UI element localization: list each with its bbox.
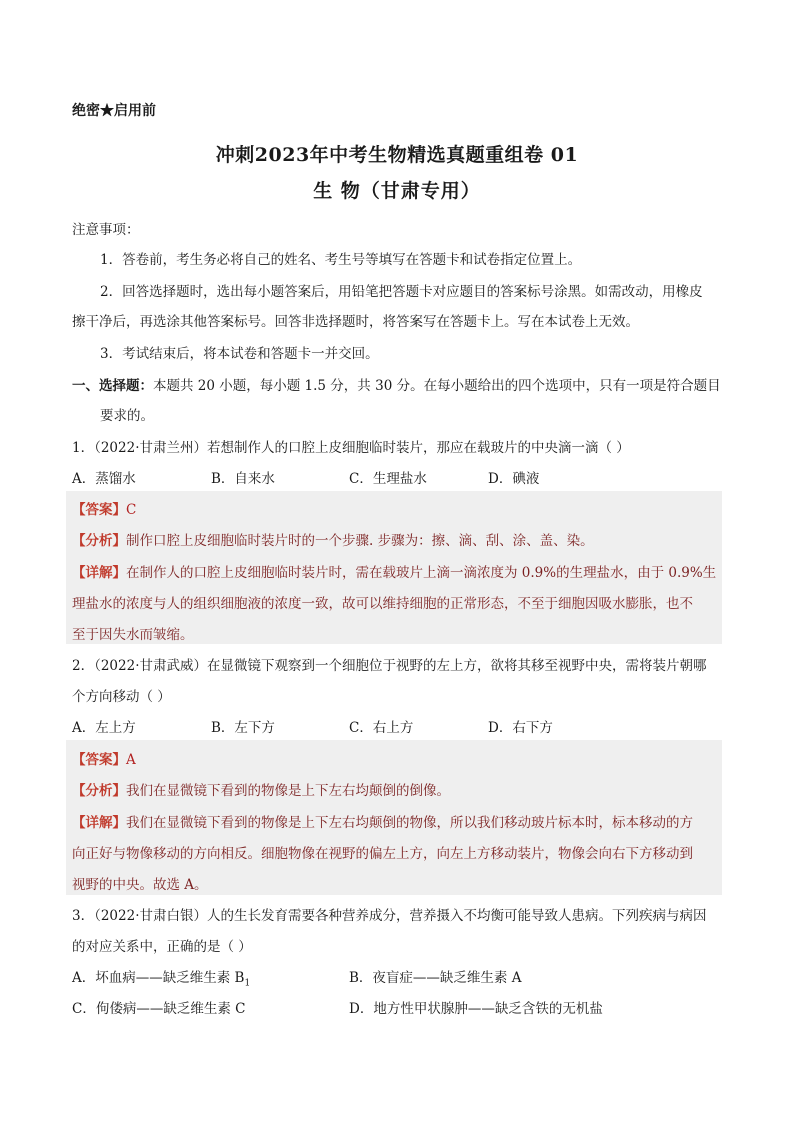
q1-answer — [72, 498, 136, 518]
q3-stem-line-2: 的对应关系中，正确的是（ ） — [72, 939, 252, 955]
q1-option-d: D．碘液 — [488, 471, 540, 487]
q2-answer-value: A — [126, 752, 136, 768]
q2-stem-line-1: 2．（2022·甘肃武威）在显微镜下观察到一个细胞位于视野的左上方，欲将其移至视野中央，需将装片朝哪 — [72, 658, 707, 674]
q2-option-d: D．右下方 — [488, 720, 553, 736]
q2-option-b: B．左下方 — [211, 720, 275, 736]
q1-detail-line-3: 至于因失水而皱缩。 — [72, 627, 194, 643]
q2-analysis — [72, 779, 450, 799]
q1-stem: 1．（2022·甘肃兰州）若想制作人的口腔上皮细胞临时装片，那应在载玻片的中央滴一滴（ ） — [72, 440, 630, 456]
answer-tag: 【答案】 — [72, 502, 126, 518]
section-description: 本题共 20 小题，每小题 1.5 分，共 30 分。在每小题给出的四个选项中，只有一项是符合题目 — [153, 378, 721, 394]
detail-tag: 【详解】 — [72, 815, 126, 831]
q3-option-c: C．佝偻病——缺乏维生素 C — [72, 1001, 246, 1017]
q1-answer-value: C — [126, 502, 137, 518]
q2-detail-line-3: 视野的中央。故选 A。 — [72, 877, 208, 893]
note-item-1: 1．答卷前，考生务必将自己的姓名、考生号等填写在答题卡和试卷指定位置上。 — [100, 252, 582, 268]
q3-option-a-text: A．坏血病——缺乏维生素 B — [72, 970, 245, 986]
exam-subtitle: 生 物（甘肃专用） — [313, 180, 481, 202]
q2-answer — [72, 748, 136, 768]
q1-detail-line-2: 理盐水的浓度与人的组织细胞液的浓度一致，故可以维持细胞的正常形态，不至于细胞因吸水膨胀，也不 — [72, 596, 693, 612]
notes-heading: 注意事项： — [72, 222, 140, 238]
analysis-tag: 【分析】 — [72, 533, 126, 549]
q3-option-d: D．地方性甲状腺肿——缺乏含铁的无机盐 — [349, 1001, 603, 1017]
q2-detail-line-2: 向正好与物像移动的方向相反。细胞物像在视野的偏左上方，向左上方移动装片，物像会向右下方移动到 — [72, 846, 693, 862]
detail-tag: 【详解】 — [72, 565, 126, 581]
q1-option-b: B．自来水 — [211, 471, 275, 487]
answer-tag: 【答案】 — [72, 752, 126, 768]
note-item-2-line-2: 擦干净后，再选涂其他答案标号。回答非选择题时，将答案写在答题卡上。写在本试卷上无效。 — [72, 314, 639, 330]
section-heading — [72, 374, 721, 394]
q2-stem-line-2: 个方向移动（ ） — [72, 689, 171, 705]
q1-option-c: C．生理盐水 — [349, 471, 427, 487]
q3-option-b: B．夜盲症——缺乏维生素 A — [349, 970, 522, 986]
q3-stem-line-1: 3．（2022·甘肃白银）人的生长发育需要各种营养成分，营养摄入不均衡可能导致人患病。下列疾病与病因 — [72, 908, 707, 924]
q2-detail-line-1 — [72, 811, 693, 831]
q3-option-a-subscript: 1 — [244, 978, 251, 989]
q1-option-a: A．蒸馏水 — [72, 471, 136, 487]
q2-analysis-text: 我们在显微镜下看到的物像是上下左右均颠倒的倒像。 — [126, 783, 450, 799]
section-description-cont: 要求的。 — [100, 408, 154, 424]
note-item-3: 3．考试结束后，将本试卷和答题卡一并交回。 — [100, 346, 379, 362]
q1-analysis-text: 制作口腔上皮细胞临时装片时的一个步骤. 步骤为：擦、滴、刮、涂、盖、染。 — [126, 533, 594, 549]
q2-detail-text: 我们在显微镜下看到的物像是上下左右均颠倒的物像，所以我们移动玻片标本时，标本移动的方 — [126, 815, 693, 831]
note-item-2-line-1: 2．回答选择题时，选出每小题答案后，用铅笔把答题卡对应题目的答案标号涂黑。如需改动，用橡皮 — [100, 284, 703, 300]
q2-option-c: C．右上方 — [349, 720, 414, 736]
exam-title: 冲刺2023年中考生物精选真题重组卷 01 — [215, 144, 579, 166]
analysis-tag: 【分析】 — [72, 783, 126, 799]
q1-analysis — [72, 529, 594, 549]
confidential-label: 绝密★启用前 — [72, 103, 156, 119]
q1-detail-text: 在制作人的口腔上皮细胞临时装片时，需在载玻片上滴一滴浓度为 0.9%的生理盐水，由于 0.9%生 — [126, 565, 717, 581]
section-title: 一、选择题： — [72, 378, 153, 394]
q3-option-a — [72, 966, 250, 989]
q2-option-a: A．左上方 — [72, 720, 136, 736]
q1-detail-line-1 — [72, 561, 716, 581]
